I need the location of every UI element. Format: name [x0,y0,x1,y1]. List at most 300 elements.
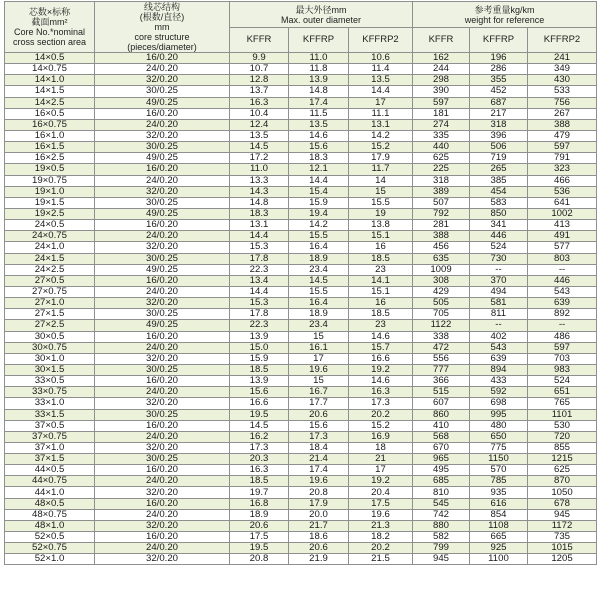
weight-kffrp2-cell: 945 [528,509,597,520]
core-spec-cell: 33×1.0 [5,398,95,409]
core-header-zh: 芯数×标称 [28,7,71,17]
weight-kffrp2-cell: 349 [528,64,597,75]
diameter-kffrp-cell: 15 [289,376,349,387]
structure-cell: 30/0.25 [95,197,230,208]
diameter-kffrp-cell: 18.9 [289,253,349,264]
table-row [5,532,597,543]
core-spec-cell: 14×1.5 [5,86,95,97]
weight-kffrp2-cell: 597 [528,142,597,153]
table-row [5,376,597,387]
weight-header-zh: 参考重量kg/km [474,4,535,15]
structure-cell: 16/0.20 [95,108,230,119]
table-row [5,465,597,476]
structure-cell: 16/0.20 [95,53,230,64]
weight-kffrp2-cell: 625 [528,465,597,476]
table-row [5,498,597,509]
weight-kffrp-cell: 730 [470,253,528,264]
diameter-kffrp2-cell: 15.5 [349,197,413,208]
diameter-kffrp2-cell: 20.2 [349,409,413,420]
weight-kffrp-cell: 265 [470,164,528,175]
structure-header-zh2: (根数/直径) [139,12,185,22]
weight-kffrp2-cell: 765 [528,398,597,409]
diameter-kffr-cell: 16.2 [230,431,289,442]
weight-kffrp-cell: 1100 [470,554,528,565]
diameter-kffrp-cell: 19.4 [289,208,349,219]
diameter-kffr-cell: 12.8 [230,75,289,86]
weight-kffrp2-cell: 597 [528,342,597,353]
diameter-kffrp-cell: 19.6 [289,364,349,375]
diameter-kffr-cell: 15.3 [230,242,289,253]
diameter-kffrp-cell: 11.8 [289,64,349,75]
weight-kffrp-cell: 196 [470,53,528,64]
structure-cell: 16/0.20 [95,220,230,231]
diameter-kffrp-cell: 13.9 [289,75,349,86]
diameter-kffrp2-cell: 14.1 [349,275,413,286]
weight-kffrp-cell: 592 [470,387,528,398]
weight-kffrp2-cell: 446 [528,275,597,286]
weight-kffrp2-cell: 639 [528,298,597,309]
core-spec-cell: 14×2.5 [5,97,95,108]
structure-cell: 32/0.20 [95,75,230,86]
weight-kffrp-cell: -- [470,320,528,331]
diameter-kffrp2-cell: 20.2 [349,543,413,554]
diameter-kffr-cell: 14.3 [230,186,289,197]
core-spec-cell: 33×0.75 [5,387,95,398]
weight-kffr-cell: 792 [413,208,470,219]
diameter-kffrp2-cell: 19.2 [349,364,413,375]
structure-header [95,2,230,53]
weight-kffrp2-cell: 1215 [528,454,597,465]
core-spec-cell: 27×0.5 [5,275,95,286]
weight-kffrp-cell: 811 [470,309,528,320]
table-row [5,97,597,108]
structure-cell: 16/0.20 [95,275,230,286]
table-row [5,197,597,208]
diameter-kffrp-cell: 21.7 [289,520,349,531]
core-spec-cell: 16×1.5 [5,142,95,153]
diameter-kffr-cell: 22.3 [230,264,289,275]
diameter-kffr-cell: 13.7 [230,86,289,97]
weight-kffr-cell: 945 [413,554,470,565]
weight-kffr-cell: 429 [413,286,470,297]
diameter-kffrp2-cell: 18 [349,442,413,453]
weight-kffrp2-cell: 641 [528,197,597,208]
weight-kffrp2-cell: 524 [528,376,597,387]
weight-kffrp-cell: 370 [470,275,528,286]
structure-cell: 32/0.20 [95,398,230,409]
table-row [5,342,597,353]
weight-kffrp2-cell: 678 [528,498,597,509]
weight-kffrp-cell: 217 [470,108,528,119]
core-spec-cell: 44×0.75 [5,476,95,487]
weight-kffr-cell: 597 [413,97,470,108]
structure-cell: 24/0.20 [95,476,230,487]
diameter-kffrp2-cell: 15.2 [349,420,413,431]
core-spec-cell: 14×0.5 [5,53,95,64]
diameter-kffrp-cell: 18.3 [289,153,349,164]
weight-kffrp2-cell: 1015 [528,543,597,554]
diameter-kffrp2-cell: 14.2 [349,130,413,141]
diameter-kffrp2-cell: 16.6 [349,353,413,364]
structure-cell: 24/0.20 [95,431,230,442]
core-spec-cell: 16×0.5 [5,108,95,119]
diameter-kffrp-cell: 12.1 [289,164,349,175]
weight-kffr-cell: 308 [413,275,470,286]
core-spec-cell: 30×0.75 [5,342,95,353]
diameter-kffrp2-cell: 15.2 [349,142,413,153]
core-spec-cell: 33×0.5 [5,376,95,387]
diameter-kffrp2-cell: 21.3 [349,520,413,531]
structure-cell: 24/0.20 [95,543,230,554]
weight-kffrp-cell: 687 [470,97,528,108]
table-row [5,242,597,253]
diameter-kffrp-cell: 16.1 [289,342,349,353]
sub-header-diameter-kffrp2: KFFRP2 [349,28,413,53]
weight-kffr-cell: 1009 [413,264,470,275]
table-row [5,487,597,498]
weight-kffrp-cell: 396 [470,130,528,141]
diameter-kffr-cell: 14.8 [230,197,289,208]
diameter-kffrp-cell: 15.5 [289,231,349,242]
diameter-kffr-cell: 10.4 [230,108,289,119]
weight-kffr-cell: 777 [413,364,470,375]
diameter-kffr-cell: 15.0 [230,342,289,353]
diameter-kffrp2-cell: 19.6 [349,509,413,520]
table-row [5,409,597,420]
weight-kffrp2-cell: 323 [528,164,597,175]
weight-kffrp-cell: 581 [470,298,528,309]
diameter-kffrp-cell: 15.6 [289,142,349,153]
weight-kffrp-cell: 785 [470,476,528,487]
diameter-kffrp-cell: 17.3 [289,431,349,442]
diameter-kffrp-cell: 15 [289,331,349,342]
diameter-kffrp-cell: 18.6 [289,532,349,543]
weight-kffrp2-cell: 479 [528,130,597,141]
structure-cell: 24/0.20 [95,175,230,186]
core-spec-cell: 27×0.75 [5,286,95,297]
table-row [5,298,597,309]
core-spec-cell: 37×0.75 [5,431,95,442]
table-row [5,75,597,86]
structure-cell: 24/0.20 [95,342,230,353]
table-row [5,53,597,64]
table-row [5,253,597,264]
structure-cell: 16/0.20 [95,532,230,543]
structure-cell: 49/0.25 [95,264,230,275]
diameter-kffrp2-cell: 17.9 [349,153,413,164]
weight-kffr-cell: 685 [413,476,470,487]
weight-kffrp-cell: 524 [470,242,528,253]
diameter-kffr-cell: 13.9 [230,376,289,387]
diameter-kffrp-cell: 18.4 [289,442,349,453]
weight-kffrp-cell: 639 [470,353,528,364]
cable-spec-table [4,1,597,565]
diameter-kffr-cell: 19.5 [230,409,289,420]
table-row [5,543,597,554]
weight-kffrp-cell: 341 [470,220,528,231]
diameter-kffrp-cell: 15.6 [289,420,349,431]
weight-header [413,2,597,28]
diameter-kffrp-cell: 20.8 [289,487,349,498]
weight-kffrp2-cell: 430 [528,75,597,86]
diameter-kffrp2-cell: 13.8 [349,220,413,231]
weight-kffr-cell: 389 [413,186,470,197]
diameter-kffrp2-cell: 20.4 [349,487,413,498]
weight-kffrp-cell: 318 [470,119,528,130]
diameter-kffrp-cell: 15.4 [289,186,349,197]
core-spec-cell: 24×1.5 [5,253,95,264]
structure-cell: 16/0.20 [95,164,230,175]
weight-kffr-cell: 670 [413,442,470,453]
diameter-kffr-cell: 20.8 [230,554,289,565]
weight-kffrp2-cell: 577 [528,242,597,253]
diameter-kffrp2-cell: 13.1 [349,119,413,130]
diameter-kffrp2-cell: 15.7 [349,342,413,353]
table-row [5,142,597,153]
structure-cell: 32/0.20 [95,242,230,253]
diameter-kffrp-cell: 14.6 [289,130,349,141]
weight-kffrp2-cell: 1050 [528,487,597,498]
structure-cell: 24/0.20 [95,231,230,242]
weight-kffrp2-cell: 735 [528,532,597,543]
structure-cell: 32/0.20 [95,487,230,498]
diameter-kffrp2-cell: 17 [349,465,413,476]
core-spec-cell: 48×1.0 [5,520,95,531]
weight-kffrp2-cell: 703 [528,353,597,364]
table-row [5,454,597,465]
weight-kffrp-cell: 433 [470,376,528,387]
diameter-kffrp-cell: 14.5 [289,275,349,286]
structure-cell: 32/0.20 [95,554,230,565]
diameter-kffrp-cell: 14.4 [289,175,349,186]
sub-header-weight-kffrp: KFFRP [470,28,528,53]
weight-kffrp2-cell: 486 [528,331,597,342]
diameter-kffrp2-cell: 11.7 [349,164,413,175]
diameter-kffrp-cell: 16.7 [289,387,349,398]
table-body [5,53,597,565]
core-spec-cell: 24×0.75 [5,231,95,242]
structure-cell: 49/0.25 [95,320,230,331]
structure-cell: 24/0.20 [95,509,230,520]
structure-cell: 24/0.20 [95,387,230,398]
diameter-kffrp-cell: 20.6 [289,409,349,420]
weight-kffrp-cell: 854 [470,509,528,520]
weight-kffrp-cell: 775 [470,442,528,453]
weight-kffr-cell: 274 [413,119,470,130]
diameter-kffr-cell: 17.2 [230,153,289,164]
weight-kffr-cell: 281 [413,220,470,231]
core-spec-cell: 16×0.75 [5,119,95,130]
weight-kffr-cell: 860 [413,409,470,420]
structure-cell: 16/0.20 [95,420,230,431]
diameter-kffr-cell: 10.7 [230,64,289,75]
diameter-kffr-cell: 13.9 [230,331,289,342]
diameter-kffrp2-cell: 14 [349,175,413,186]
weight-kffr-cell: 568 [413,431,470,442]
diameter-kffrp2-cell: 14.6 [349,331,413,342]
diameter-kffr-cell: 19.7 [230,487,289,498]
table-row [5,108,597,119]
structure-cell: 30/0.25 [95,309,230,320]
core-header-zh2: 截面mm² [31,17,68,27]
weight-kffrp2-cell: 491 [528,231,597,242]
core-spec-cell: 19×0.5 [5,164,95,175]
weight-kffrp2-cell: 1205 [528,554,597,565]
weight-kffrp-cell: 698 [470,398,528,409]
core-spec-cell: 14×0.75 [5,64,95,75]
diameter-kffrp2-cell: 19 [349,208,413,219]
table-row [5,275,597,286]
weight-kffrp2-cell: 388 [528,119,597,130]
structure-cell: 16/0.20 [95,376,230,387]
diameter-kffr-cell: 16.3 [230,465,289,476]
diameter-kffrp-cell: 17.7 [289,398,349,409]
structure-cell: 30/0.25 [95,454,230,465]
weight-kffrp-cell: 616 [470,498,528,509]
table-row [5,119,597,130]
structure-header-en2: core structure [134,32,190,42]
weight-kffr-cell: 181 [413,108,470,119]
weight-kffrp2-cell: 1002 [528,208,597,219]
weight-kffr-cell: 880 [413,520,470,531]
core-spec-cell: 30×1.5 [5,364,95,375]
core-header [5,2,95,53]
diameter-kffrp2-cell: 14.4 [349,86,413,97]
diameter-kffrp-cell: 20.0 [289,509,349,520]
weight-kffr-cell: 1122 [413,320,470,331]
diameter-kffrp2-cell: 17.3 [349,398,413,409]
weight-kffr-cell: 298 [413,75,470,86]
structure-cell: 16/0.20 [95,465,230,476]
diameter-kffrp-cell: 16.4 [289,298,349,309]
weight-kffrp-cell: 402 [470,331,528,342]
core-spec-cell: 27×1.0 [5,298,95,309]
structure-cell: 30/0.25 [95,364,230,375]
diameter-kffr-cell: 15.9 [230,353,289,364]
table-row [5,509,597,520]
weight-kffr-cell: 582 [413,532,470,543]
diameter-kffr-cell: 11.0 [230,164,289,175]
diameter-kffr-cell: 9.9 [230,53,289,64]
structure-cell: 32/0.20 [95,442,230,453]
diameter-kffrp2-cell: 15 [349,186,413,197]
diameter-kffrp-cell: 23.4 [289,320,349,331]
sub-header-weight-kffrp2: KFFRP2 [528,28,597,53]
weight-kffrp-cell: 1150 [470,454,528,465]
weight-kffrp-cell: 506 [470,142,528,153]
structure-cell: 32/0.20 [95,186,230,197]
diameter-kffrp-cell: 11.0 [289,53,349,64]
weight-kffrp-cell: 583 [470,197,528,208]
diameter-kffr-cell: 14.5 [230,142,289,153]
core-header-en1: Core No.*nominal [13,27,86,37]
weight-kffr-cell: 505 [413,298,470,309]
structure-cell: 30/0.25 [95,253,230,264]
structure-cell: 32/0.20 [95,130,230,141]
weight-kffr-cell: 338 [413,331,470,342]
weight-kffrp2-cell: 1172 [528,520,597,531]
weight-kffrp-cell: 480 [470,420,528,431]
weight-kffrp-cell: -- [470,264,528,275]
table-row [5,64,597,75]
weight-kffrp2-cell: 1101 [528,409,597,420]
diameter-kffrp2-cell: 21 [349,454,413,465]
structure-header-zh: 线芯结构 [143,2,180,12]
table-row [5,231,597,242]
table-row [5,520,597,531]
weight-kffr-cell: 799 [413,543,470,554]
diameter-kffr-cell: 16.3 [230,97,289,108]
core-spec-cell: 27×1.5 [5,309,95,320]
diameter-kffr-cell: 18.5 [230,476,289,487]
diameter-kffr-cell: 17.3 [230,442,289,453]
table-row [5,420,597,431]
diameter-kffrp-cell: 14.2 [289,220,349,231]
weight-kffrp-cell: 543 [470,342,528,353]
diameter-header [230,2,413,28]
weight-kffr-cell: 507 [413,197,470,208]
weight-kffr-cell: 162 [413,53,470,64]
diameter-kffrp-cell: 23.4 [289,264,349,275]
table-row [5,186,597,197]
weight-kffrp-cell: 719 [470,153,528,164]
weight-kffrp-cell: 452 [470,86,528,97]
core-spec-cell: 48×0.5 [5,498,95,509]
diameter-kffr-cell: 18.5 [230,364,289,375]
weight-kffrp-cell: 665 [470,532,528,543]
table-row [5,286,597,297]
table-row [5,353,597,364]
diameter-kffr-cell: 22.3 [230,320,289,331]
table-row [5,164,597,175]
diameter-kffr-cell: 15.6 [230,387,289,398]
diameter-kffr-cell: 14.4 [230,286,289,297]
weight-kffrp-cell: 650 [470,431,528,442]
diameter-header-en: Max. outer diameter [280,14,362,25]
weight-kffrp-cell: 935 [470,487,528,498]
diameter-kffr-cell: 20.3 [230,454,289,465]
weight-kffrp-cell: 570 [470,465,528,476]
diameter-kffrp2-cell: 16.9 [349,431,413,442]
weight-kffrp2-cell: -- [528,264,597,275]
diameter-kffr-cell: 15.3 [230,298,289,309]
weight-kffr-cell: 965 [413,454,470,465]
diameter-kffrp-cell: 21.9 [289,554,349,565]
weight-kffr-cell: 545 [413,498,470,509]
core-spec-cell: 52×0.75 [5,543,95,554]
core-spec-cell: 30×0.5 [5,331,95,342]
diameter-kffrp-cell: 17.9 [289,498,349,509]
table-row [5,153,597,164]
table-row [5,442,597,453]
core-header-en2: cross section area [12,37,87,47]
structure-cell: 24/0.20 [95,64,230,75]
diameter-kffrp2-cell: 21.5 [349,554,413,565]
weight-kffrp-cell: 286 [470,64,528,75]
weight-kffrp-cell: 385 [470,175,528,186]
weight-kffrp2-cell: 803 [528,253,597,264]
structure-cell: 32/0.20 [95,298,230,309]
diameter-kffr-cell: 12.4 [230,119,289,130]
weight-kffr-cell: 244 [413,64,470,75]
weight-kffrp-cell: 1108 [470,520,528,531]
diameter-kffrp2-cell: 11.1 [349,108,413,119]
table-row [5,331,597,342]
diameter-kffrp2-cell: 23 [349,264,413,275]
structure-cell: 49/0.25 [95,153,230,164]
weight-kffr-cell: 742 [413,509,470,520]
diameter-kffrp-cell: 13.5 [289,119,349,130]
